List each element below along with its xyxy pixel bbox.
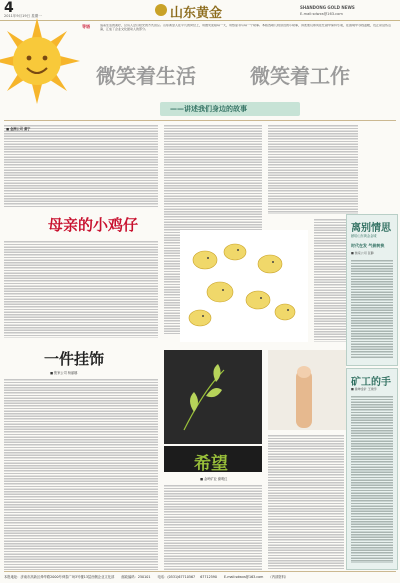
story-text [4, 378, 158, 570]
story-text [4, 240, 158, 338]
main-title [82, 60, 394, 88]
sidebar-column [346, 214, 398, 366]
intro-block [82, 24, 394, 58]
intro-tag: 导语 [82, 24, 90, 29]
chicks-photo [180, 230, 308, 342]
story-title-block [4, 346, 158, 370]
poem-text [351, 395, 393, 563]
leaf-photo [164, 350, 262, 444]
page-number: 4 [4, 0, 14, 16]
sidebar-column-title: 离别情思 [351, 223, 391, 234]
sidebar-column-sub: 献给山东黄金金城 [351, 234, 377, 238]
finger-photo [268, 350, 346, 430]
story-author: ■ 金岭矿业 谢明红 [200, 477, 228, 481]
story-text [268, 434, 344, 570]
story-title: 一件挂饰 [44, 350, 105, 368]
title-part1: 微笑着生活 [96, 64, 196, 88]
poem-text [351, 259, 393, 359]
footer-rule [4, 571, 396, 572]
subtitle: ——讲述我们身边的故事 [170, 105, 247, 113]
story-title: 希望 [194, 454, 228, 474]
sun-illustration [0, 18, 80, 104]
sidebar-column2-title: 矿工的手 [351, 377, 391, 388]
footer-address: 本报地址：济南市高新区舜华路2000号舜泰广场3号楼13层西侧企业文化部 [4, 575, 115, 579]
story-title: 母亲的小鸡仔 [48, 216, 139, 234]
footer-email: E-mail:sdwxs@163.com [224, 575, 264, 579]
sidebar-column-2 [346, 368, 398, 570]
logo-icon [155, 4, 167, 16]
footer-printer: （内部资料） [268, 575, 289, 579]
footer-fax: 67712590 [200, 575, 217, 579]
story-text [4, 124, 158, 208]
subtitle-ribbon [160, 102, 300, 116]
title-part2: 微笑着工作 [250, 64, 350, 88]
story-title-block [4, 212, 158, 236]
intro-text: 追着生活的美好，总有人会以阳光的方式回应。山东黄金人在平凡的岗位上，用微笑迎接每一天，用热爱书写每一个故事。本版选取几则身边的小故事，讲述他们如何在忙碌中保持乐观，在困境中寻找温暖，也正是这些点滴，汇成了企业文化最动人的部分。 [100, 24, 392, 31]
footer-phone: 电话：(0531)67710567 [157, 575, 196, 579]
story-title-band [164, 446, 262, 472]
sidebar-column2-author: ■ 鲁坤金矿 王建学 [351, 387, 377, 391]
footer-postal: 邮政编码：250101 [121, 575, 151, 579]
section-title: 山东黄金 [170, 6, 223, 21]
story-text [164, 484, 262, 570]
date-line: 2011年9月19日 星期一 [4, 14, 42, 18]
story-text [268, 124, 358, 214]
paper-name: SHANDONG GOLD NEWS [300, 5, 355, 10]
poem-author: ■ 焦家公司 张静 [351, 251, 374, 255]
header-email: E-mail:sdwxs@163.com [300, 12, 343, 16]
poem-title: 时代在发 气候转换 [351, 243, 385, 248]
divider [4, 120, 396, 121]
story-author: ■ 焦家公司 杨丽娜 [50, 371, 78, 375]
story-author: ■ 金洲公司 秦宁 [6, 127, 31, 131]
footer [4, 574, 396, 582]
